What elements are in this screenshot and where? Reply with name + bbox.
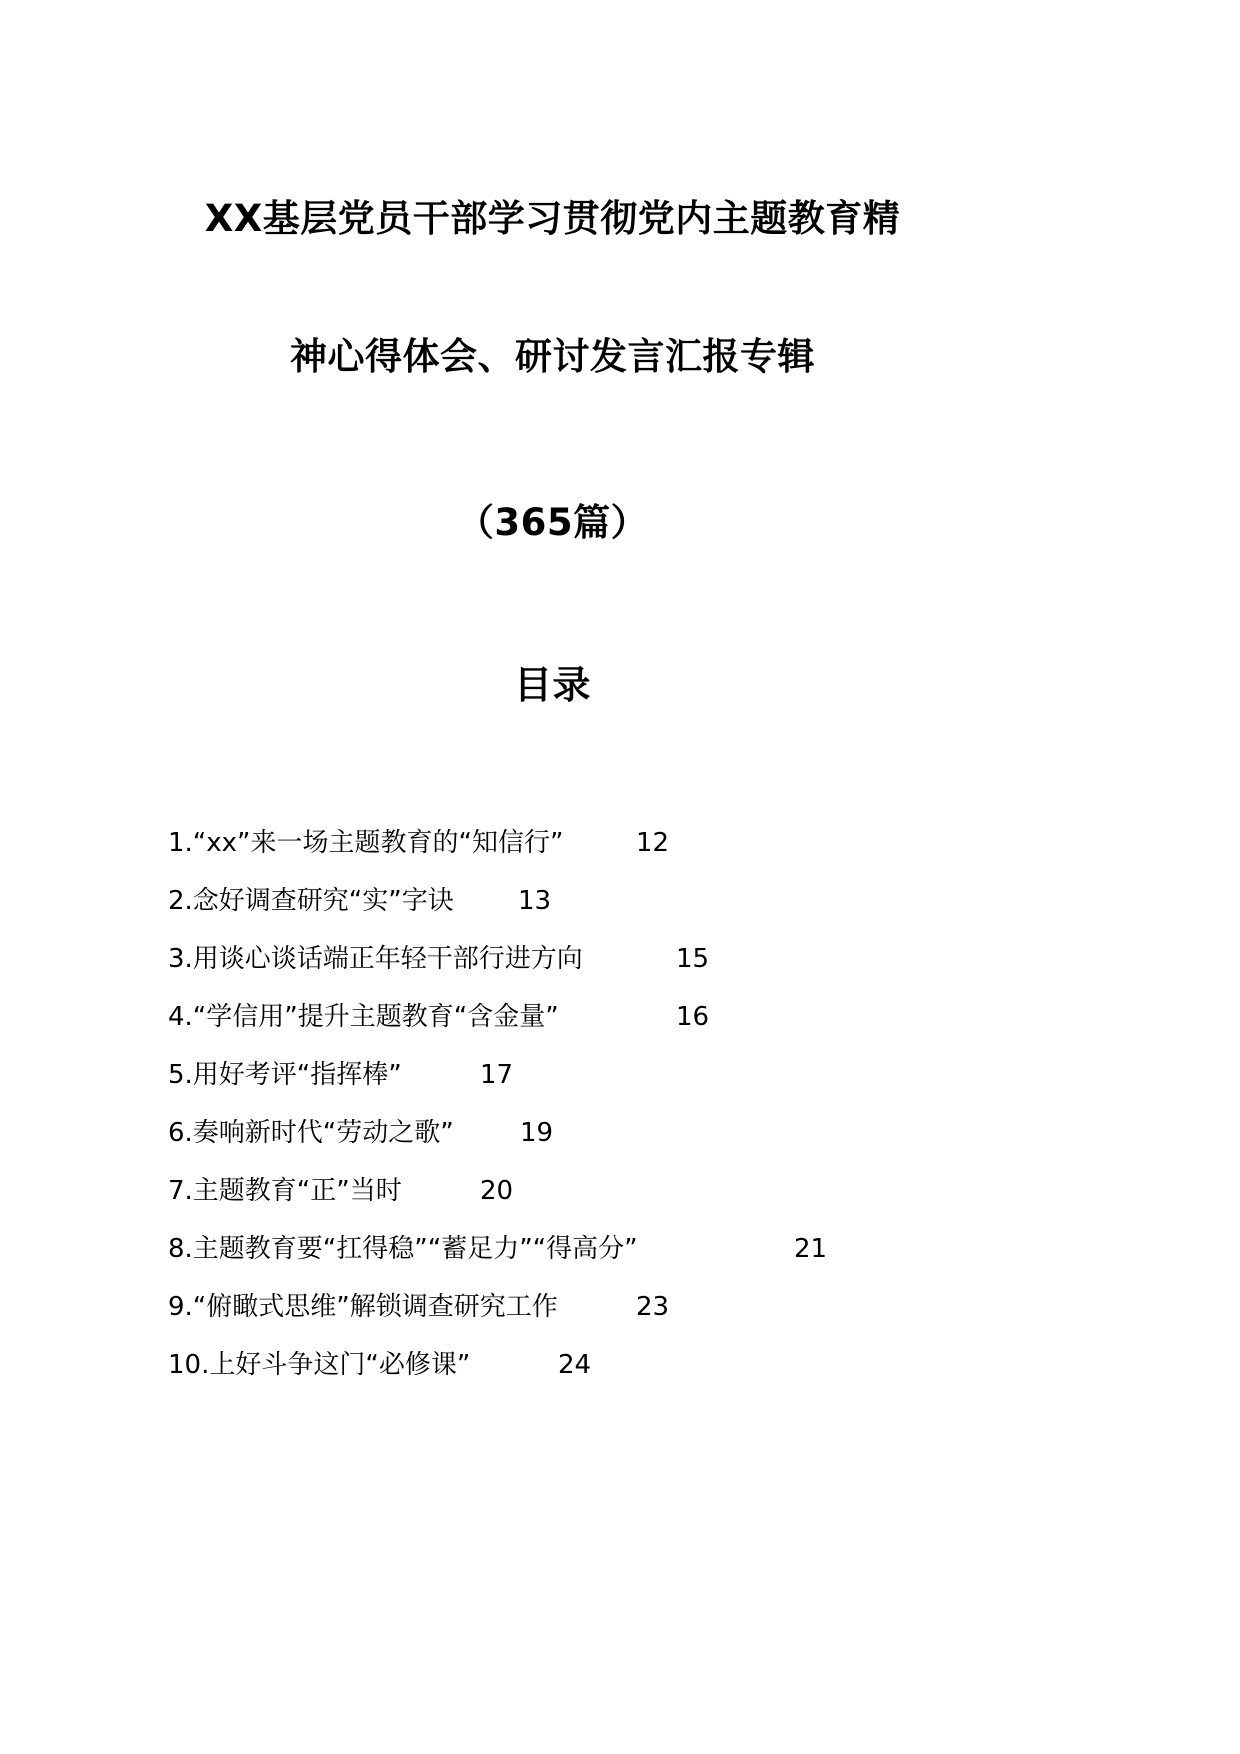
- toc-entry-page-number: 12: [636, 828, 670, 858]
- toc-entry-page-number: 17: [480, 1060, 514, 1090]
- toc-entry[interactable]: [168, 1168, 968, 1226]
- toc-entry[interactable]: [168, 820, 968, 878]
- toc-entry-title: 7.主题教育“正”当时: [168, 1176, 402, 1206]
- toc-entry-title: 3.用谈心谈话端正年轻干部行进方向: [168, 944, 583, 974]
- toc-entry[interactable]: [168, 1110, 968, 1168]
- toc-entry-title: 2.念好调查研究“实”字诀: [168, 886, 454, 916]
- toc-entry-page-number: 21: [794, 1234, 828, 1264]
- document-title-line-2: 神心得体会、研讨发言汇报专辑: [290, 335, 815, 378]
- toc-entry-title: 1.“xx”来一场主题教育的“知信行”: [168, 828, 564, 858]
- toc-entry[interactable]: [168, 1226, 968, 1284]
- toc-entry-page-number: 16: [676, 1002, 710, 1032]
- article-count: （365篇）: [456, 501, 649, 544]
- toc-entry-title: 8.主题教育要“扛得稳”“蓄足力”“得高分”: [168, 1234, 638, 1264]
- toc-entry-title: 4.“学信用”提升主题教育“含金量”: [168, 1002, 559, 1032]
- toc-entry-page-number: 20: [480, 1176, 514, 1206]
- toc-entry-page-number: 13: [518, 886, 552, 916]
- document-title-line-1: XX基层党员干部学习贯彻党内主题教育精: [204, 197, 901, 240]
- toc-entry-title: 6.奏响新时代“劳动之歌”: [168, 1118, 454, 1148]
- toc-entry[interactable]: [168, 878, 968, 936]
- toc-entry-page-number: 24: [558, 1350, 592, 1380]
- toc-entry[interactable]: [168, 936, 968, 994]
- toc-entry[interactable]: [168, 1052, 968, 1110]
- toc-entry[interactable]: [168, 994, 968, 1052]
- toc-entry[interactable]: [168, 1342, 968, 1400]
- toc-entry-title: 10.上好斗争这门“必修课”: [168, 1350, 471, 1380]
- toc-entry-title: 9.“俯瞰式思维”解锁调查研究工作: [168, 1292, 558, 1322]
- table-of-contents: [168, 820, 968, 1400]
- toc-entry-page-number: 15: [676, 944, 710, 974]
- toc-entry-page-number: 23: [636, 1292, 670, 1322]
- toc-entry-page-number: 19: [520, 1118, 554, 1148]
- toc-entry[interactable]: [168, 1284, 968, 1342]
- toc-heading: 目录: [513, 663, 591, 707]
- toc-entry-title: 5.用好考评“指挥棒”: [168, 1060, 402, 1090]
